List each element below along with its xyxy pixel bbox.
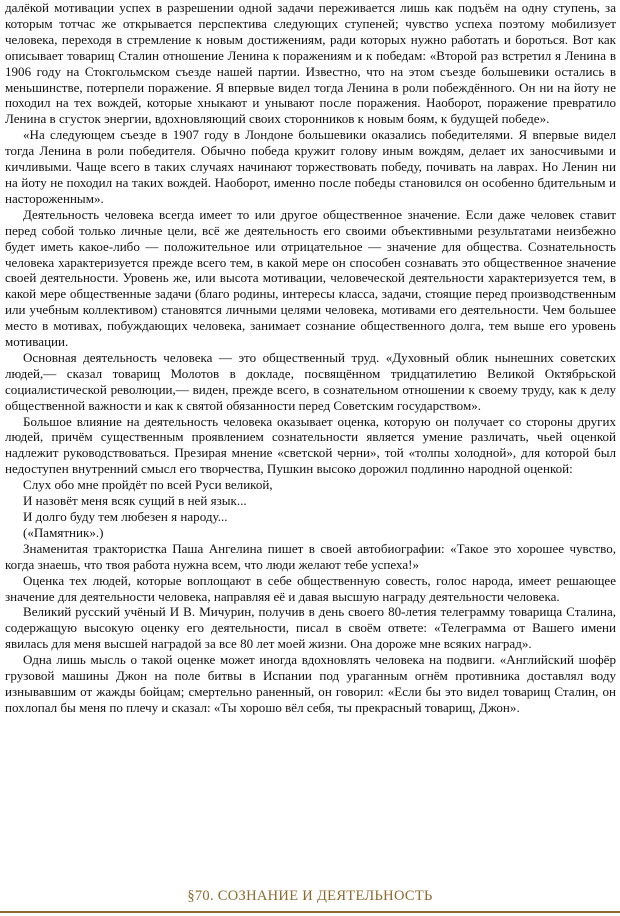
paragraph-michurin: Великий русский учёный И В. Мичурин, получив в день своего 80-летия телеграмму товарища Сталина, содержащую высокую оценку его деятельности, писал в своём ответе: «Телеграмма от Вашего имени явилась для меня высшей наградой за все 80 лет моей жизни. Она дороже мне всяких наград». (5, 604, 616, 652)
body-text (5, 0, 616, 716)
paragraph-public-conscience: Оценка тех людей, которые воплощают в себе общественную совесть, голос народа, имеет решающее значение для деятельности человека, направляя её и давая высшую награду деятельности человека. (5, 572, 616, 604)
paragraph-social-labour: Основная деятельность человека — это общественный труд. «Духовный облик нынешних советских людей,— сказал товарищ Молотов в докладе, посвящённом тридцатилетию Великой Октябрьской социалистической революции,— виден, прежде всего, в сознательном отношении к своему труду, как к делу общественной важности и как к святой обязанности перед Советским государством». (5, 349, 616, 413)
paragraph-evaluation-influence: Большое влияние на деятельность человека оказывает оценка, которую он получает со стороны других людей, причём существенным проявлением сознательности является умение различать, чьей оценкой надлежит руководствоваться. Презирая мнение «светской черни», той «толпы холодной», для которой был недоступен внутренний смысл его творчества, Пушкин высоко дорожил подлинно народной оценкой: (5, 413, 616, 477)
paragraph-london-congress: «На следующем съезде в 1907 году в Лондоне большевики оказались победителями. Я впервые видел тогда Ленина в роли победителя. Обычно победа кружит голову иным вождям, делает их заносчивыми и кичливыми. Чаще всего в таких случаях начинают торжествовать победу, почивать на лаврах. Но Ленин ни на йоту не походил на таких вождей. Наоборот, именно после победы становился он особенно бдительным и настороженным». (5, 127, 616, 206)
verse-line: Слух обо мне пройдёт по всей Руси великой, (23, 477, 273, 493)
paragraph-angelina: Знаменитая трактористка Паша Ангелина пишет в своей автобиографии: «Такое это хорошее чувство, когда знаешь, что твоя работа нужна всем, что люди желают тебе успеха!» (5, 540, 616, 572)
paragraph-motivation-success: далёкой мотивации успех в разрешении одной задачи переживается лишь как подъём на одну ступень, за которым тотчас же открывается перспектива следующих ступеней; чувство успеха поэтому мобилизует человека, переходя в стремление к новым достижениям, ради которых нужно работать и бороться. Вот как описывает товарищ Сталин отношение Ленина к поражениям и к победам: «Второй раз встретил я Ленина в 1906 году на Стокгольмском съезде нашей партии. Известно, что на этом съезде большевики остались в меньшинстве, потерпели поражение. Я впервые видел тогда Ленина в роли побеждённого. Он ни на йоту не походил на тех вождей, которые хныкают и унывают после поражения. Наоборот, поражение превратило Ленина в сгусток энергии, вдохновляющий своих сторонников к новым боям, к будущей победе». (5, 0, 616, 127)
section-heading: §70. СОЗНАНИЕ И ДЕЯТЕЛЬНОСТЬ (187, 888, 433, 904)
verse-line: И назовёт меня всяк сущий в ней язык... (23, 493, 247, 509)
verse-line: И долго буду тем любезен я народу... (23, 509, 228, 524)
verse-source: («Памятник».) (23, 524, 104, 540)
paragraph-john-driver: Одна лишь мысль о такой оценке может иногда вдохновлять человека на подвиги. «Английский шофёр грузовой машины Джон на поле битвы в Испании под ураганным огнём противника доставлял воду изнывавшим от жажды бойцам; смертельно раненный, он говорил: «Если бы это видел товарищ Сталин, он похлопал бы меня по плечу и сказал: «Ты хорошо вёл себя, ты прекрасный товарищ, Джон». (5, 652, 616, 715)
heading-rule (0, 911, 620, 913)
paragraph-social-significance: Деятельность человека всегда имеет то или другое общественное значение. Если даже человек ставит перед собой только личные цели, всё же деятельность его своими объективными результатами неизбежно будет иметь какое-либо — положительное или отрицательное — значение для общества. Сознательность человека характеризуется прежде всего тем, в какой мере он способен сознавать это общественное значение своей деятельности. Уровень же, или высота мотивации, человеческой деятельности характеризуется тем, в какой мере общественные задачи (благо родины, интересы класса, задачи, стоящие перед производственным или учебным коллективом) становятся личными целями человека, мотивами его деятельности. Чем большее место в мотивах, побуждающих человека, занимает сознание общественного долга, тем выше его уровень мотивации. (5, 206, 616, 350)
